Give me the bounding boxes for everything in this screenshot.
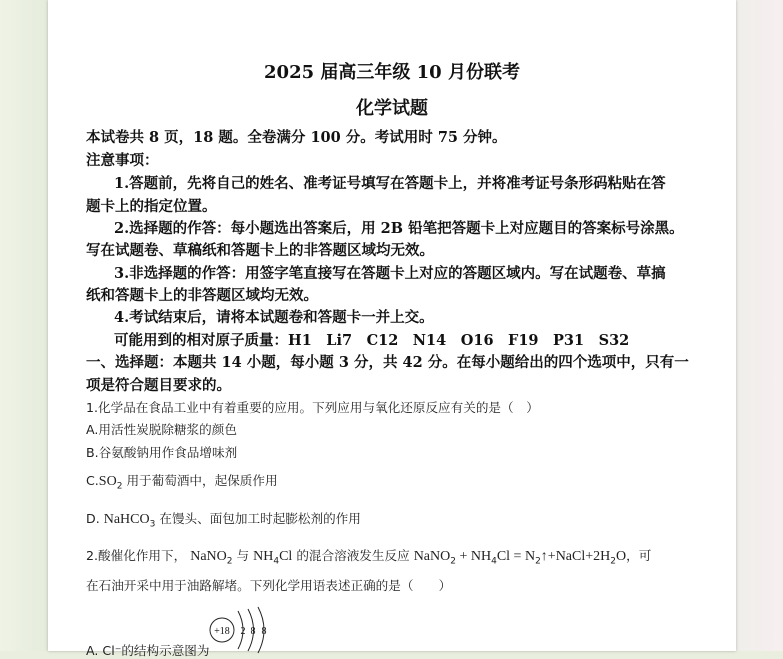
note-line: 4.考试结束后，请将本试题卷和答题卡一并上交。 [114,309,434,326]
shell-electron-count: 8 [261,626,267,637]
intro-line: 本试卷共 8 页，18 题。全卷满分 100 分。考试用时 75 分钟。 [86,129,507,146]
question-1-option-c: $C.SO_2$ 用于葡萄酒中，起保质作用 [86,473,278,492]
exam-title: 2025 届高三年级 10 月份联考 [264,62,520,83]
note-line: 题卡上的指定位置。 [86,198,217,215]
question-2-line-2: 在石油开采中用于油路解堵。下列化学用语表述正确的是（ ） [86,578,452,593]
question-2-option-a: A. Cl⁻的结构示意图为 [86,643,210,658]
chloride-ion-structure-diagram [208,603,278,651]
subject-title: 化学试题 [356,98,428,119]
note-line: 纸和答题卡上的非答题区域均无效。 [86,287,318,304]
shell-electron-count: 8 [250,626,256,637]
question-2-stem: 2.酸催化作用下， NaNO$_2$ 与 $NH_4Cl$ 的混合溶液发生反应 NaNO$_2$ + $NH_4Cl$ = $N_2↑+NaCl+2H_2O$，可 [86,548,652,567]
note-line: 3.非选择题的作答：用签字笔直接写在答题卡上对应的答题区域内。写在试题卷、草搞 [114,265,666,282]
section-heading: 项是符合题目要求的。 [86,377,231,394]
background-left [0,0,48,651]
atomic-masses: 可能用到的相对原子质量：H1 Li7 C12 N14 O16 F19 P31 S32 [114,332,630,349]
note-line: 1.答题前，先将自己的姓名、准考证号填写在答题卡上，并将准考证号条形码粘贴在答 [114,175,666,192]
note-line: 写在试题卷、草稿纸和答题卡上的非答题区域均无效。 [86,242,434,259]
nucleus-charge: +18 [214,626,230,637]
notice-heading: 注意事项： [86,152,159,169]
question-1-option-b: B.谷氨酸钠用作食品增味剂 [86,445,238,460]
question-1-option-a: A.用活性炭脱除糖浆的颜色 [86,422,237,437]
question-1-stem: 1.化学品在食品工业中有着重要的应用。下列应用与氧化还原反应有关的是（ ） [86,400,539,415]
shell-electron-count: 2 [240,626,246,637]
document-page [48,0,736,658]
question-1-option-d: D. NaHCO$_3$ 在馒头、面包加工时起膨松剂的作用 [86,511,361,530]
section-heading: 一、选择题：本题共 14 小题，每小题 3 分，共 42 分。在每小题给出的四个选项中，只有一 [86,354,689,371]
background-right [736,0,783,651]
note-line: 2.选择题的作答：每小题选出答案后，用 2B 铅笔把答题卡上对应题目的答案标号涂黑。 [114,220,684,237]
